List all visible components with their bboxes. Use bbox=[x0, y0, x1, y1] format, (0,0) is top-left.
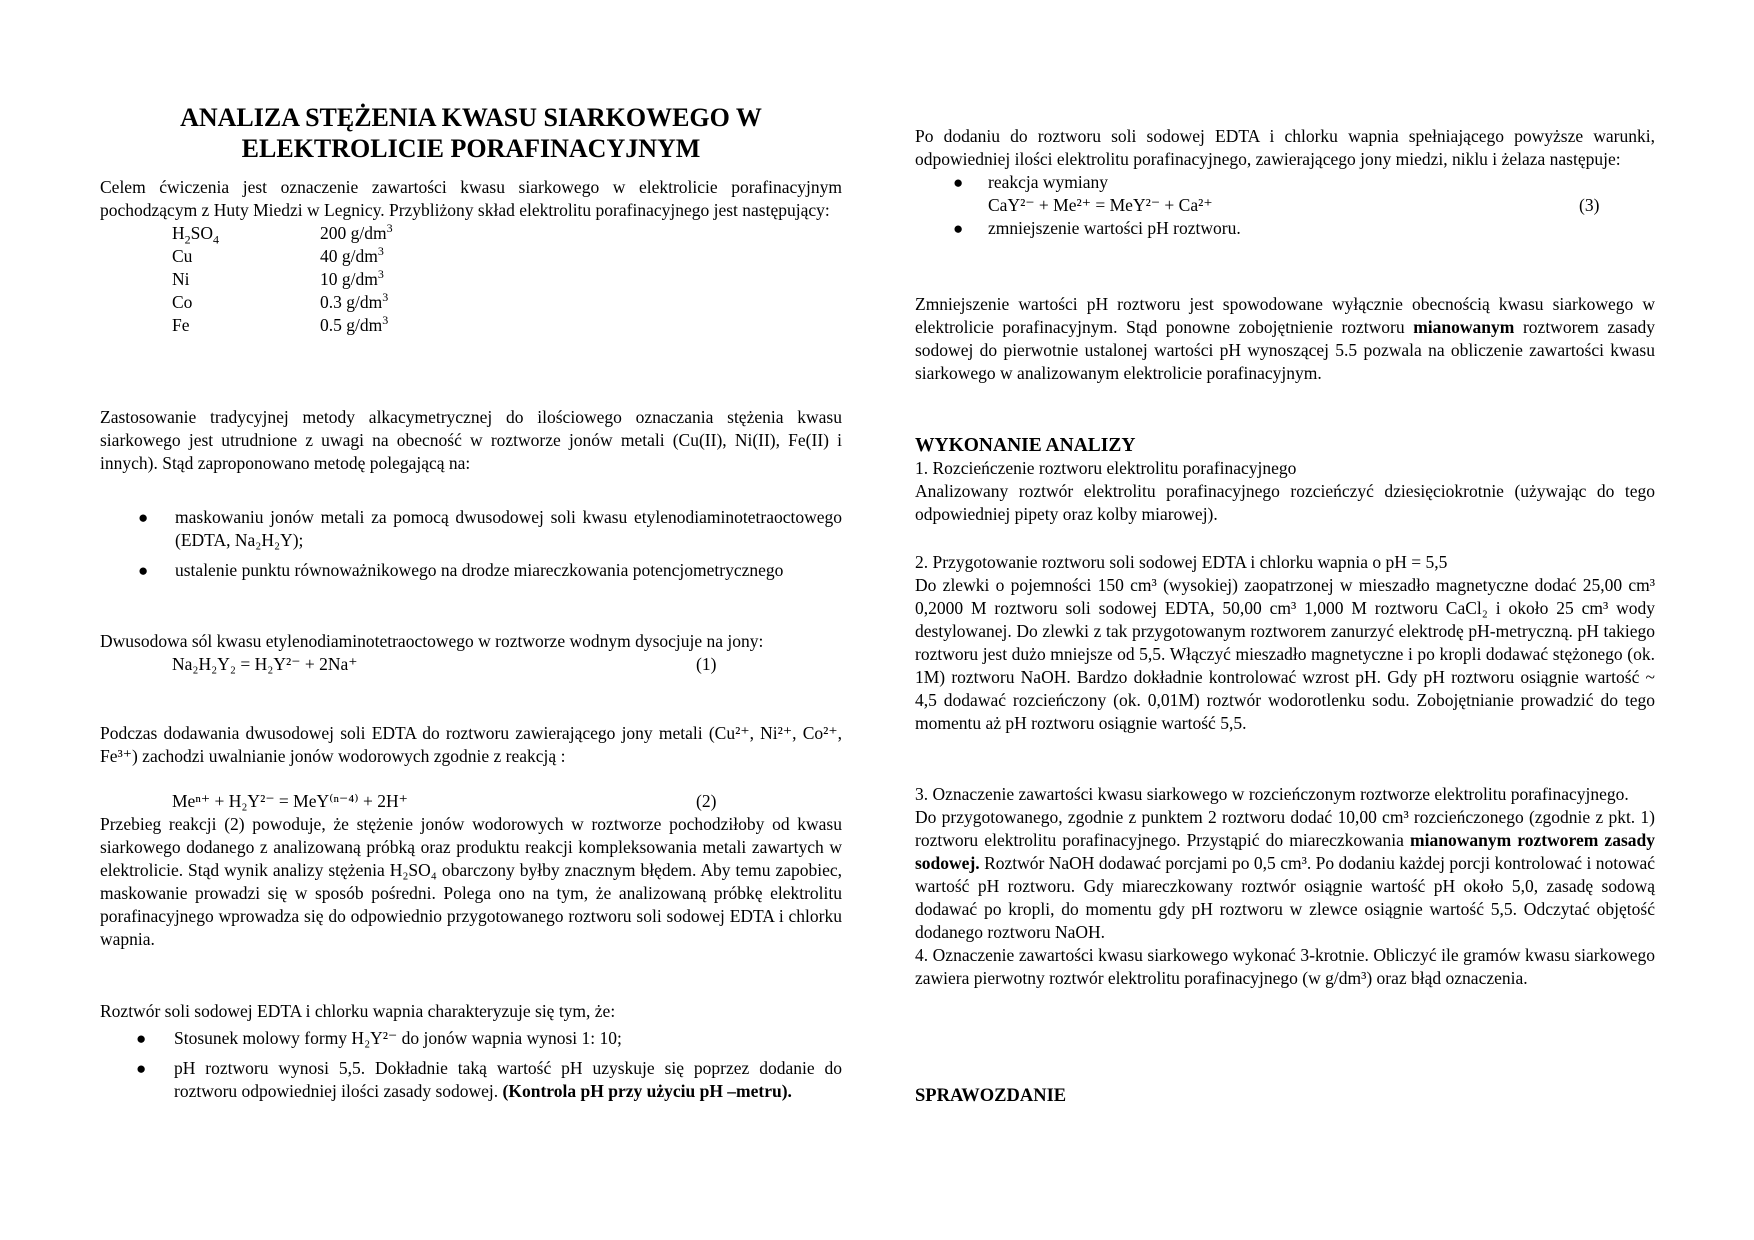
composition-value: 0.3 $g/dm^3$ bbox=[320, 290, 389, 312]
composition-name: Co bbox=[172, 292, 193, 312]
title-line-1: ANALIZA STĘŻENIA KWASU SIARKOWEGO W bbox=[180, 103, 762, 132]
equation-2 bbox=[100, 790, 842, 813]
bullet-icon: ● bbox=[138, 561, 149, 580]
masking-list bbox=[100, 506, 842, 582]
dissociation-paragraph: Dwusodowa sól kwasu etylenodiaminotetraoctowego w roztworze wodnym dysocjuje na jony: bbox=[100, 631, 764, 651]
equation-3-number: (3) bbox=[1579, 195, 1600, 215]
analysis-section bbox=[915, 434, 1655, 526]
bullet-icon: ● bbox=[953, 219, 964, 238]
masking-list-section bbox=[100, 506, 842, 582]
analysis-heading: WYKONANIE ANALIZY bbox=[915, 435, 1136, 456]
course-paragraph: Przebieg reakcji (2) powoduje, że stężenie jonów wodorowych w roztworze pochodziłoby od kwasu siarkowego dodanego z analizowaną próbką oraz produktu reakcji kompleksowania metali zawartych w elektrolicie. Stąd wynik analizy stężenia H₂SO₄ obarczony byłby znacznym błędem. Aby temu zapobiec, maskowanie prowadzi się w sposób pośredni. Polega ono na tym, że analizowaną próbkę elektrolitu porafinacyjnego wprowadza się do odpowiednio przygotowanego roztworu soli sodowej EDTA i chlorku wapnia. bbox=[100, 814, 842, 949]
ph-control-note: (Kontrola pH przy użyciu pH –metru). bbox=[502, 1081, 792, 1101]
report-section bbox=[915, 1085, 1655, 1108]
equation-2-number: (2) bbox=[696, 791, 717, 811]
equation-1 bbox=[100, 653, 842, 676]
composition-value: 40 $g/dm^3$ bbox=[320, 244, 384, 266]
characteristics-list bbox=[100, 1027, 842, 1103]
characteristics-section bbox=[100, 1000, 842, 1103]
bullet-icon: ● bbox=[136, 1029, 147, 1048]
composition-value: 10 $g/dm^3$ bbox=[320, 267, 384, 289]
characteristics-paragraph: Roztwór soli sodowej EDTA i chlorku wapnia charakteryzuje się tym, że: bbox=[100, 1001, 616, 1021]
composition-table bbox=[172, 222, 393, 337]
equation-3 bbox=[915, 194, 1655, 217]
step-2-section bbox=[915, 551, 1655, 735]
step-2-title: 2. Przygotowanie roztworu soli sodowej EDTA i chlorku wapnia o pH = 5,5 bbox=[915, 552, 1448, 572]
after-paragraph: Po dodaniu do roztworu soli sodowej EDTA i chlorku wapnia spełniającego powyższe warunki, odpowiedniej ilości elektrolitu porafinacyjnego, zawierającego jony miedzi, niklu i żelaza następuje: bbox=[915, 126, 1655, 169]
composition-row bbox=[172, 314, 393, 337]
reaction-list bbox=[915, 171, 1655, 194]
list-item: ● ustalenie punktu równoważnikowego na drodze miareczkowania potencjometrycznego bbox=[138, 560, 784, 580]
step-1-text: Analizowany roztwór elektrolitu porafinacyjnego rozcieńczyć dziesięciokrotnie (używając do tego odpowiedniej pipety oraz kolby miarowej). bbox=[915, 481, 1655, 524]
list-item: ● maskowaniu jonów metali za pomocą dwusodowej soli kwasu etylenodiaminotetraoctowego (EDTA, Na₂H₂Y); bbox=[138, 507, 842, 550]
decrease-section bbox=[915, 293, 1655, 385]
dissociation-section bbox=[100, 630, 842, 676]
equation-1-number: (1) bbox=[696, 654, 717, 674]
list-item: ● zmniejszenie wartości pH roztworu. bbox=[953, 218, 1241, 238]
composition-row bbox=[172, 268, 393, 291]
intro-paragraph: Celem ćwiczenia jest oznaczenie zawartości kwasu siarkowego w elektrolicie porafinacyjnym pochodzącym z Huty Miedzi w Legnicy. Przybliżony skład elektrolitu porafinacyjnego jest następujący: bbox=[100, 177, 842, 220]
page-title bbox=[100, 102, 842, 164]
addition-paragraph: Podczas dodawania dwusodowej soli EDTA do roztworu zawierającego jony metali (Cu²⁺, Ni²⁺, Co²⁺, Fe³⁺) zachodzi uwalnianie jonów wodorowych zgodnie z reakcją : bbox=[100, 723, 842, 766]
composition-row bbox=[172, 222, 393, 245]
addition-section bbox=[100, 722, 842, 768]
bullet-icon: ● bbox=[138, 508, 149, 527]
composition-name: Ni bbox=[172, 269, 190, 289]
composition-name: $H_2SO_4$ bbox=[172, 223, 220, 247]
list-item: ● pH roztworu wynosi 5,5. Dokładnie taką wartość pH uzyskuje się poprzez dodanie do roztworu odpowiedniej ilości zasady sodowej. (Kontrola pH przy użyciu pH –metru). bbox=[136, 1058, 842, 1101]
composition-value: 0.5 $g/dm^3$ bbox=[320, 313, 389, 335]
equation-1-formula: Na₂H₂Y₂ = H₂Y²⁻ + 2Na⁺ bbox=[172, 654, 358, 674]
composition-name: Fe bbox=[172, 315, 190, 335]
equation-2-section bbox=[100, 790, 842, 951]
method-paragraph: Zastosowanie tradycyjnej metody alkacymetrycznej do ilościowego oznaczania stężenia kwasu siarkowego jest utrudnione z uwagi na obecność w roztworze jonów metali (Cu(II), Ni(II), Fe(II) i innych). Stąd zaproponowano metodę polegającą na: bbox=[100, 407, 842, 473]
report-heading: SPRAWOZDANIE bbox=[915, 1086, 1067, 1106]
composition-value: 200 $g/dm^3$ bbox=[320, 221, 393, 243]
after-section bbox=[915, 125, 1655, 240]
composition-row bbox=[172, 245, 393, 268]
method-section bbox=[100, 406, 842, 475]
title-line-2: ELEKTROLICIE PORAFINACYJNYM bbox=[241, 134, 701, 163]
step-3-section bbox=[915, 783, 1655, 990]
equation-3-formula: CaY²⁻ + Me²⁺ = MeY²⁻ + Ca²⁺ bbox=[988, 195, 1213, 215]
list-item: ● reakcja wymiany bbox=[953, 172, 1109, 192]
bullet-icon: ● bbox=[953, 173, 964, 192]
bullet-icon: ● bbox=[136, 1059, 147, 1078]
step-3-text: Do przygotowanego, zgodnie z punktem 2 roztworu dodać 10,00 cm³ rozcieńczonego (zgodnie z pkt. 1) roztworu elektrolitu porafinacyjnego. Przystąpić do miareczkowania mianowanym roztworem zasady sodowej. Roztwór NaOH dodawać porcjami po 0,5 cm³. Po dodaniu każdej porcji kontrolować i notować wartość pH roztworu. Gdy miareczkowany roztwór osiągnie wartość pH około 5,0, zasadę sodową dodawać po kropli, do momentu gdy pH roztworu w zlewce osiągnie wartość 5,5. Odczytać objętość dodanego roztworu NaOH. bbox=[915, 807, 1655, 942]
decrease-paragraph: Zmniejszenie wartości pH roztworu jest spowodowane wyłącznie obecnością kwasu siarkowego w elektrolicie porafinacyjnym. Stąd ponowne zobojętnienie roztworu mianowanym roztworem zasady sodowej do pierwotnie ustalonej wartości pH wynoszącej 5.5 pozwala na obliczenie zawartości kwasu siarkowego w analizowanym elektrolicie porafinacyjnym. bbox=[915, 294, 1655, 383]
equation-2-formula: Meⁿ⁺ + H₂Y²⁻ = MeY⁽ⁿ⁻⁴⁾ + 2H⁺ bbox=[172, 791, 408, 811]
composition-row bbox=[172, 291, 393, 314]
intro-section bbox=[100, 176, 842, 337]
step-4-text: 4. Oznaczenie zawartości kwasu siarkowego wykonać 3-krotnie. Obliczyć ile gramów kwasu siarkowego zawiera pierwotny roztwór elektrolitu porafinacyjnego (w g/dm³) oraz błąd oznaczenia. bbox=[915, 945, 1655, 988]
composition-name: Cu bbox=[172, 246, 193, 266]
ph-list bbox=[915, 217, 1655, 240]
list-item: ● Stosunek molowy formy H₂Y²⁻ do jonów wapnia wynosi 1: 10; bbox=[136, 1028, 622, 1048]
step-3-title: 3. Oznaczenie zawartości kwasu siarkowego w rozcieńczonym roztworze elektrolitu porafinacyjnego. bbox=[915, 784, 1629, 804]
step-2-text: Do zlewki o pojemności 150 cm³ (wysokiej) zaopatrzonej w mieszadło magnetyczne dodać 25,00 cm³ 0,2000 M roztworu soli sodowej EDTA, 50,00 cm³ 1,000 M roztworu CaCl₂ i około 25 cm³ wody destylowanej. Do zlewki z tak przygotowanym roztworem zanurzyć elektrodę pH-metryczną. pH takiego roztworu jest dużo mniejsze od 5,5. Włączyć mieszadło magnetyczne i po kropli dodawać stężonego (ok. 1M) roztworu NaOH. Bardzo dokładnie kontrolować wzrost pH. Gdy pH roztworu osiągnie wartość ~ 4,5 dodawać rozcieńczony (ok. 0,01M) roztwór wodorotlenku sodu. Zobojętnianie prowadzić do tego momentu aż pH roztworu osiągnie wartość 5,5. bbox=[915, 575, 1655, 733]
step-1-title: 1. Rozcieńczenie roztworu elektrolitu porafinacyjnego bbox=[915, 458, 1297, 478]
